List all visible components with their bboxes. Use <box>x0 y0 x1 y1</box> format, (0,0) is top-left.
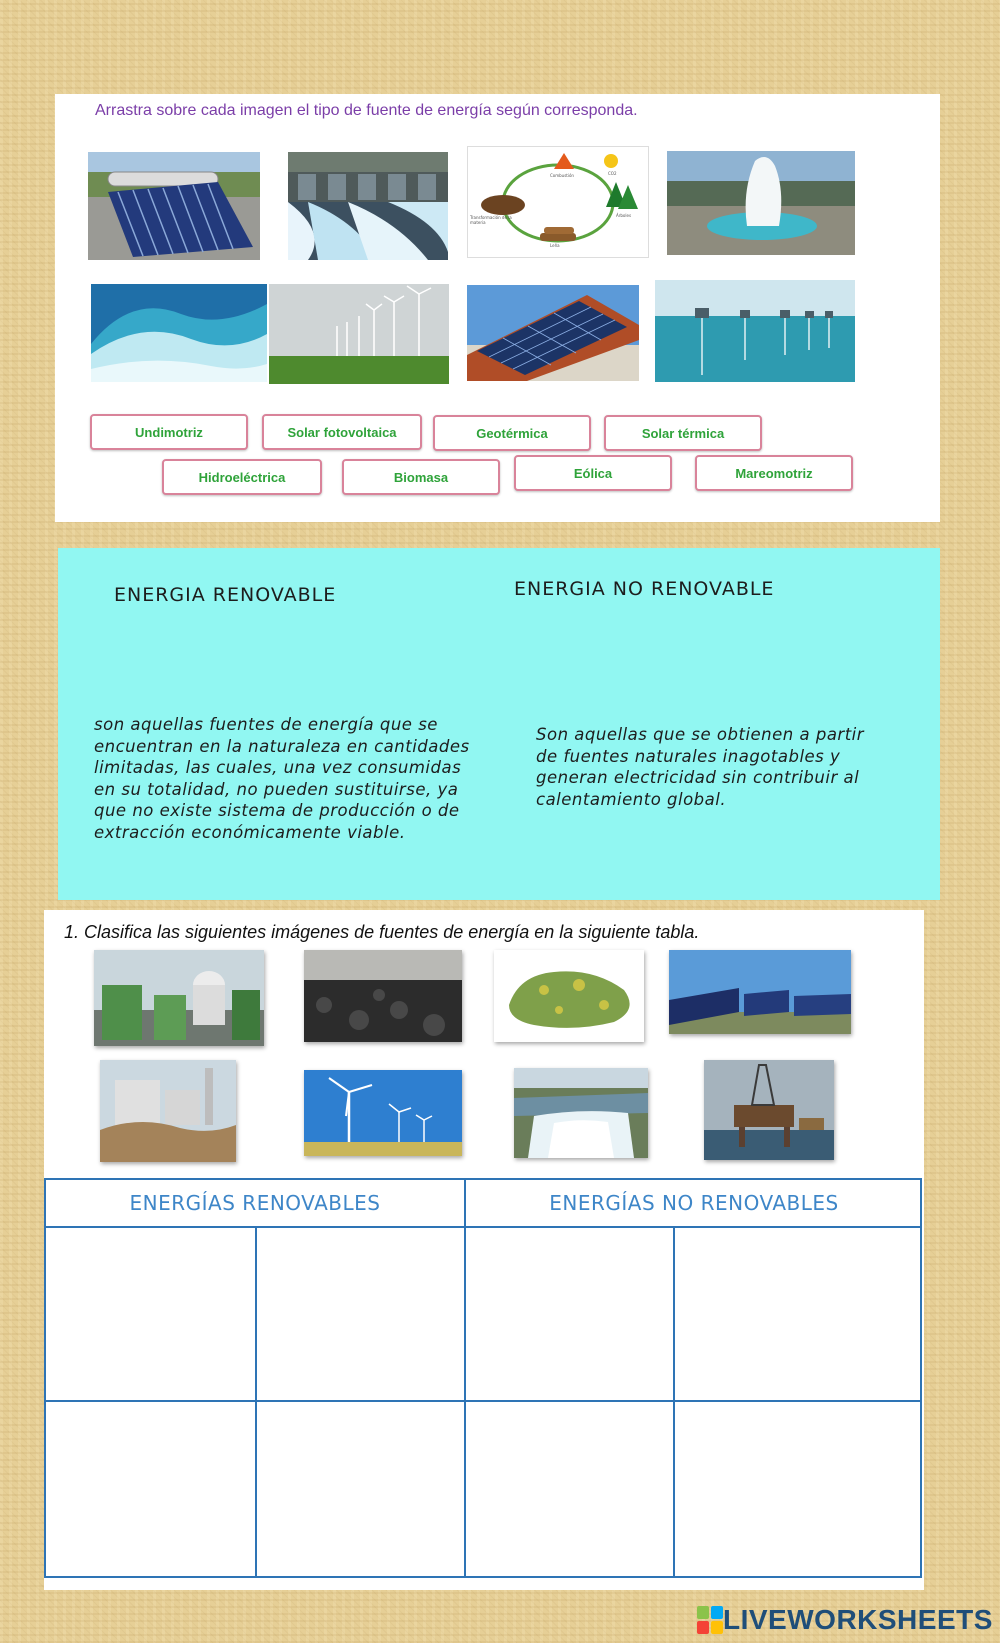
hydroelectric-image[interactable] <box>288 152 448 260</box>
drop-cell-nonrenewable[interactable] <box>675 1228 922 1400</box>
logo-text: LIVEWORKSHEETS <box>723 1604 993 1635</box>
option-solar-termica[interactable]: Solar térmica <box>604 415 762 451</box>
activity-instruction: Arrastra sobre cada imagen el tipo de fuente de energía según corresponda. <box>95 102 638 119</box>
option-biomasa[interactable]: Biomasa <box>342 459 500 495</box>
photovoltaic-image[interactable] <box>467 285 639 381</box>
wind-image[interactable] <box>269 284 449 384</box>
diagram-label-wood: Leña <box>550 243 560 248</box>
drop-cell-renewable[interactable] <box>46 1228 255 1400</box>
coal-image[interactable] <box>304 950 462 1042</box>
option-eolica[interactable]: Eólica <box>514 455 672 491</box>
header-nonrenewable[interactable]: ENERGIA NO RENOVABLE <box>514 578 775 600</box>
diagram-label-co2: CO2 <box>608 171 617 176</box>
option-hidroelectrica[interactable]: Hidroeléctrica <box>162 459 322 495</box>
table-header-nonrenewable: ENERGÍAS NO RENOVABLES <box>549 1191 839 1215</box>
classification-question: 1. Clasifica las siguientes imágenes de fuentes de energía en la siguiente tabla. <box>64 922 700 942</box>
solar-farm-image[interactable] <box>669 950 851 1034</box>
dam-image[interactable] <box>514 1068 648 1158</box>
drop-cell-renewable[interactable] <box>46 1402 255 1578</box>
biomass-cycle-image[interactable] <box>467 146 649 258</box>
diagram-label-transform: Transformación de la materia <box>470 215 512 225</box>
diagram-label-trees: Árboles <box>616 213 632 218</box>
definition-right[interactable]: Son aquellas que se obtienen a partir de fuentes naturales inagotables y generan electricidad sin contribuir al calentamiento global. <box>536 725 865 809</box>
definition-left[interactable]: son aquellas fuentes de energía que se encuentran en la naturaleza en cantidades limitadas, las cuales, una vez consumidas en su totalidad, no pueden sustituirse, ya que no existe sistema de producción o de extracción económicamente viable. <box>94 715 470 842</box>
uranium-image[interactable] <box>494 950 644 1042</box>
drop-cell-nonrenewable[interactable] <box>466 1228 673 1400</box>
wave-image[interactable] <box>91 284 267 382</box>
solar-thermal-image[interactable] <box>88 152 260 260</box>
option-mareomotriz[interactable]: Mareomotriz <box>695 455 853 491</box>
logo-icon <box>697 1606 723 1634</box>
liveworksheets-logo[interactable] <box>697 1604 993 1636</box>
drop-cell-nonrenewable[interactable] <box>675 1402 922 1578</box>
classification-panel <box>44 910 924 1590</box>
drop-cell-renewable[interactable] <box>257 1228 464 1400</box>
wind-farm-image[interactable] <box>304 1070 462 1156</box>
table-header-renewable: ENERGÍAS RENOVABLES <box>129 1191 381 1215</box>
tidal-image[interactable] <box>655 280 855 382</box>
drop-cell-renewable[interactable] <box>257 1402 464 1578</box>
option-geotermica[interactable]: Geotérmica <box>433 415 591 451</box>
option-undimotriz[interactable]: Undimotriz <box>90 414 248 450</box>
header-renewable[interactable]: ENERGIA RENOVABLE <box>114 584 337 606</box>
biomass-plant-image[interactable] <box>100 1060 236 1162</box>
geothermal-image[interactable] <box>667 151 855 255</box>
definitions-panel <box>58 548 940 900</box>
biogas-plant-image[interactable] <box>94 950 264 1046</box>
classification-table <box>44 1178 922 1578</box>
drop-cell-nonrenewable[interactable] <box>466 1402 673 1578</box>
option-solar-fotovoltaica[interactable]: Solar fotovoltaica <box>262 414 422 450</box>
drag-activity-panel <box>55 94 940 522</box>
diagram-label-combustion: Combustión <box>550 173 574 178</box>
oil-platform-image[interactable] <box>704 1060 834 1160</box>
